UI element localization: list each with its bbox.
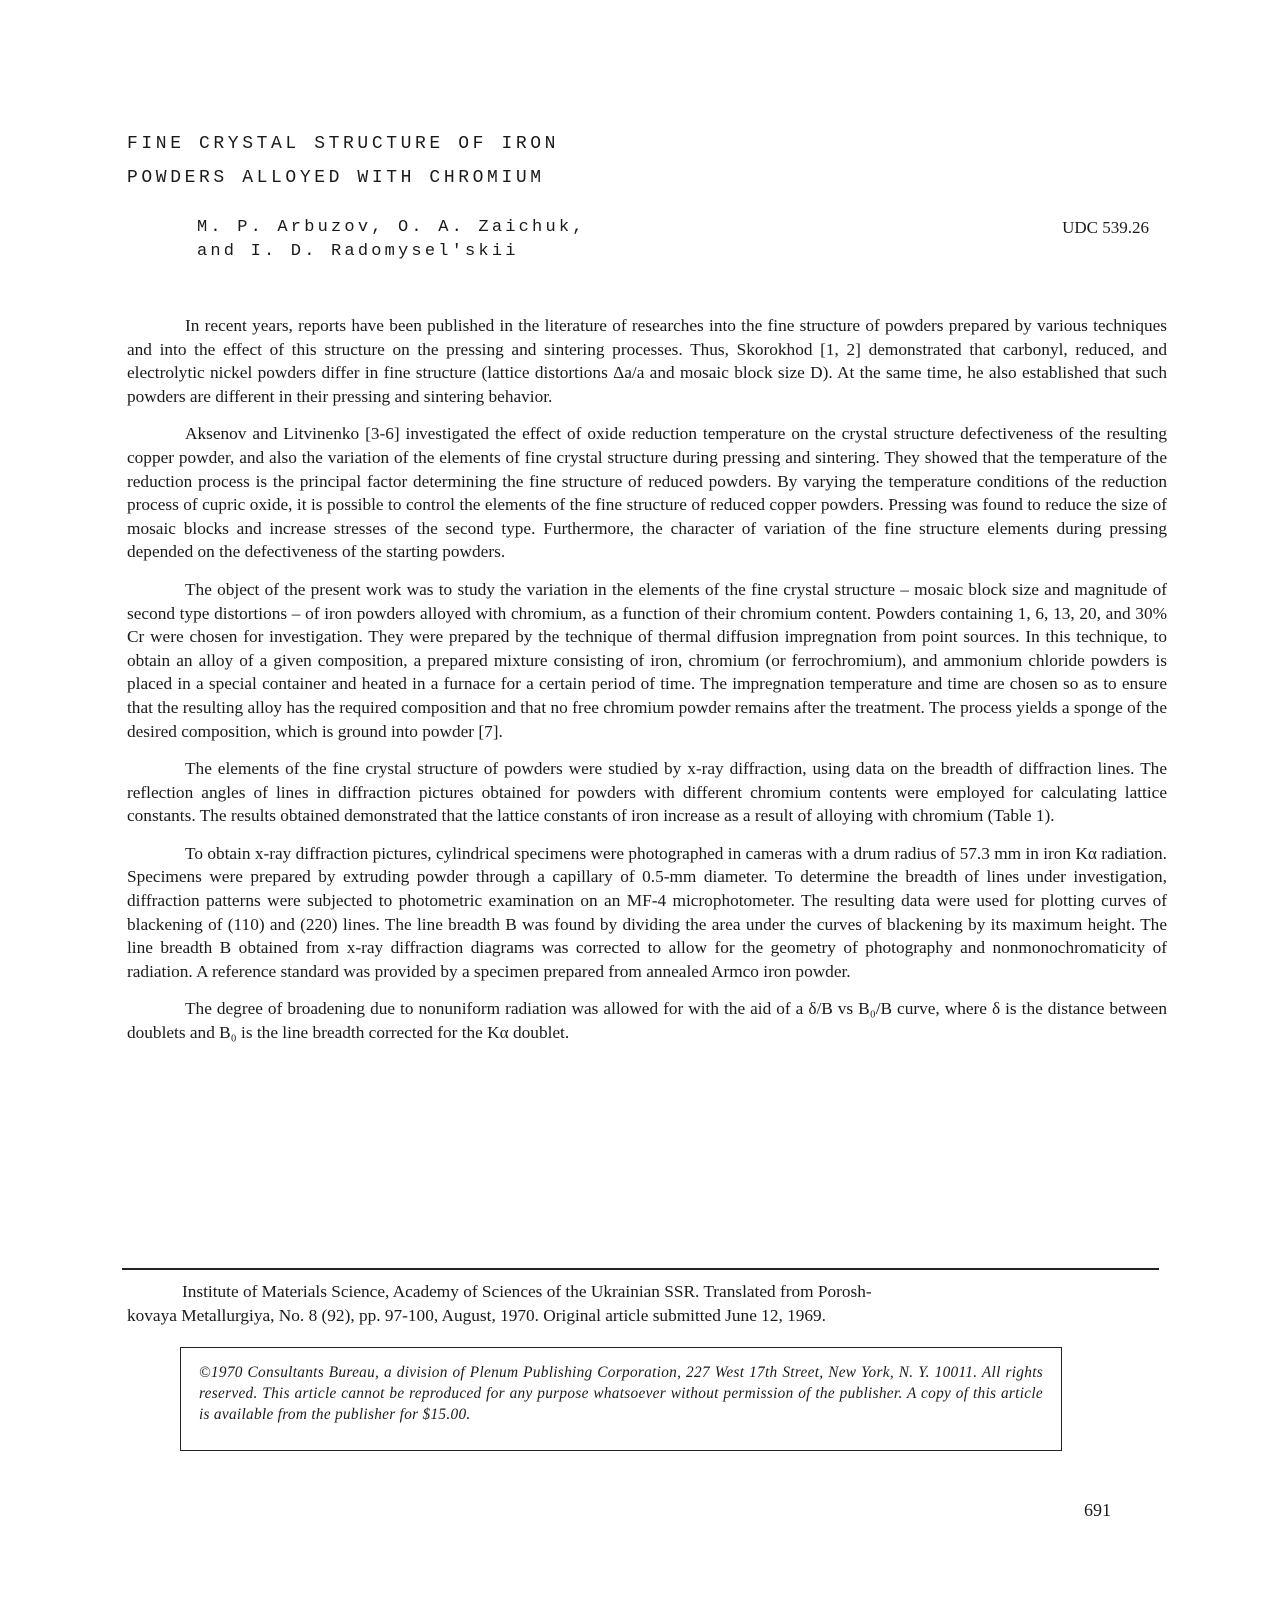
copyright-notice: ©1970 Consultants Bureau, a division of Plenum Publishing Corporation, 227 West 17th Street, New York, N. Y. 10011. All rights reserved. This article cannot be reproduced for any purpose whatsoever without permission of the publisher. A copy of this article is available from the publisher for $15.00. [199,1364,1043,1423]
body-paragraph-1: In recent years, reports have been published in the literature of researches into the fine structure of powders prepared by various techniques and into the effect of this structure on the pressing and sintering processes. Thus, Skorokhod [1, 2] demonstrated that carbonyl, reduced, and electrolytic nickel powders differ in fine structure (lattice distortions Δa/a and mosaic block size D). At the same time, he also established that such powders are different in their pressing and sintering behavior. [127,316,1167,406]
body-paragraph-2: Aksenov and Litvinenko [3-6] investigated the effect of oxide reduction temperature on the crystal structure defectiveness of the resulting copper powder, and also the variation of the elements of fine crystal structure during pressing and sintering. They showed that the temperature of the reduction process is the principal factor determining the fine structure of reduced powders. By varying the temperature conditions of the reduction process of cupric oxide, it is possible to control the elements of the fine structure of reduced copper powders. Pressing was found to reduce the size of mosaic blocks and increase stresses of the second type. Furthermore, the character of variation of the fine structure elements during pressing depended on the defectiveness of the starting powders. [127,424,1167,562]
authors-line-2: and I. D. Radomysel'skii [197,242,519,261]
article-title [127,127,559,195]
article-body [127,314,1167,1059]
title-line-1: FINE CRYSTAL STRUCTURE OF IRON [127,134,560,154]
body-paragraph-3: The object of the present work was to study the variation in the elements of the fine crystal structure – mosaic block size and magnitude of second type distortions – of iron powders alloyed with chromium, as a function of their chromium content. Powders containing 1, 6, 13, 20, and 30% Cr were chosen for investigation. They were prepared by the technique of thermal diffusion impregnation from point sources. In this technique, to obtain an alloy of a given composition, a prepared mixture consisting of iron, chromium (or ferrochromium), and ammonium chloride powders is placed in a special container and heated in a furnace for a certain period of time. The impregnation temperature and time are chosen so as to ensure that the resulting alloy has the required composition and that no free chromium powder remains after the treatment. The process yields a sponge of the desired composition, which is ground into powder [7]. [127,579,1167,741]
title-line-2: POWDERS ALLOYED WITH CHROMIUM [127,168,545,188]
footnote-divider [122,1268,1159,1270]
affiliation-line-1: Institute of Materials Science, Academy of Sciences of the Ukrainian SSR. Translated from Porosh- [182,1282,872,1301]
body-paragraph-4: The elements of the fine crystal structure of powders were studied by x-ray diffraction, using data on the breadth of diffraction lines. The reflection angles of lines in diffraction pictures obtained for powders with different chromium contents were employed for calculating lattice constants. The results obtained demonstrated that the lattice constants of iron increase as a result of alloying with chromium (Table 1). [127,759,1167,826]
body-paragraph-5: To obtain x-ray diffraction pictures, cylindrical specimens were photographed in cameras with a drum radius of 57.3 mm in iron Kα radiation. Specimens were prepared by extruding powder through a capillary of 0.5-mm diameter. To determine the breadth of lines under investigation, diffraction patterns were subjected to photometric examination on an MF-4 microphotometer. The resulting data were used for plotting curves of blackening of (110) and (220) lines. The line breadth B was found by dividing the area under the curves of blackening by its maximum height. The line breadth B obtained from x-ray diffraction diagrams was corrected to allow for the geometry of photography and nonmonochromaticity of radiation. A reference standard was provided by a specimen prepared from annealed Armco iron powder. [127,843,1167,981]
authors-line-1: M. P. Arbuzov, O. A. Zaichuk, [197,218,586,237]
affiliation-line-2: kovaya Metallurgiya, No. 8 (92), pp. 97-100, August, 1970. Original article submitted June 12, 1969. [127,1306,826,1325]
affiliation-note [127,1280,1157,1328]
author-list [197,216,586,264]
page-number: 691 [1084,1500,1111,1520]
body-paragraph-6: The degree of broadening due to nonuniform radiation was allowed for with the aid of a δ/B vs B₀/B curve, where δ is the distance between doublets and B₀ is the line breadth corrected for the Kα doublet. [127,999,1167,1043]
udc-code: UDC 539.26 [1062,218,1149,237]
copyright-box [180,1347,1062,1451]
